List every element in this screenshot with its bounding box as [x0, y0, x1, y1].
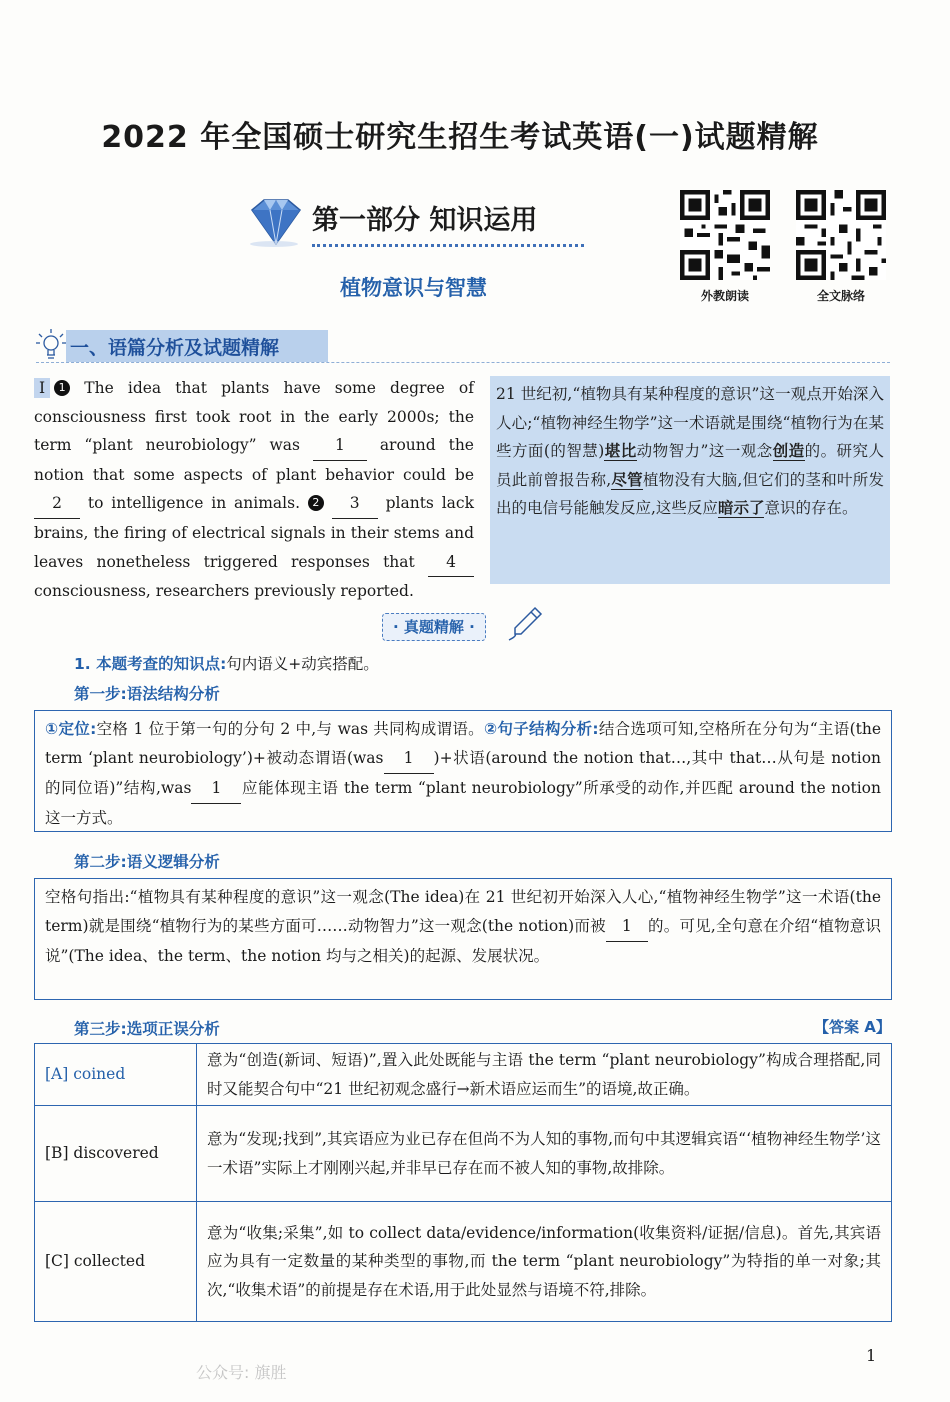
passage-text: consciousness, researchers previously reported.: [34, 582, 414, 601]
step-2-box: 空格句指出:“植物具有某种程度的意识”这一观念(The idea)在 21 世纪初开始深入人心,“植物神经生物学”这一术语(the term)就是围绕“植物行为的某些方面可……动物智力”这一观念(the notion)而被 1 的。可见,全句意在介绍“植物意识说”(The idea、the term、the notion 均与之相关)的起源、发展状况。: [34, 878, 892, 1000]
blank-4: 4: [428, 548, 474, 578]
blank-ref: 1: [191, 774, 241, 804]
key-word: 创造: [772, 441, 805, 461]
key-word: 暗示了: [717, 498, 765, 518]
blank-ref: 1: [384, 744, 434, 774]
option-a-label: [A] coined: [35, 1044, 197, 1106]
qr-label-reading: 外教朗读: [700, 289, 749, 303]
qr-code-icon[interactable]: [680, 190, 770, 280]
page-title: 2022 年全国硕士研究生招生考试英语(一)试题精解: [101, 120, 819, 155]
sentence-marker: 1: [54, 380, 70, 396]
part-title-underline: [312, 244, 584, 247]
lightbulb-icon: [34, 328, 68, 364]
translation-box: 21 世纪初,“植物具有某种程度的意识”这一观点开始深入人心;“植物神经生物学”这一术语就是围绕“植物行为在某些方面(的智慧)堪比动物智力”这一观念创造的。研究人员此前曾报告称,尽管植物没有大脑,但它们的茎和叶所发出的电信号能触发反应,这些反应暗示了意识的存在。: [490, 376, 890, 584]
option-c-label: [C] collected: [35, 1202, 197, 1322]
step-1-title: 第一步:语法结构分析: [74, 685, 220, 703]
option-a-analysis: 意为“创造(新词、短语)”,置入此处既能与主语 the term “plant neurobiology”构成合理搭配,同时又能契合句中“21 世纪初观念盛行→新术语应运而生”的语境,故正确。: [197, 1044, 892, 1106]
option-b-analysis: 意为“发现;找到”,其宾语应为业已存在但尚不为人知的事物,而句中其逻辑宾语“‘植物神经生物学’这一术语”实际上才刚刚兴起,并非早已存在而不被人知的事物,故排除。: [197, 1106, 892, 1202]
answer-badge: 【答案 A】: [814, 1018, 891, 1036]
option-c-analysis: 意为“收集;采集”,如 to collect data/evidence/information(收集资料/证据/信息)。首先,其宾语应为具有一定数量的某种类型的事物,而 the term “plant neurobiology”为特指的单一对象;其次,“收集术语”的前提是存在术语,用于此处显然与语境不符,排除。: [197, 1202, 892, 1322]
pen-icon: [505, 604, 545, 644]
blank-1: 1: [313, 431, 367, 461]
qr-label-outline: 全文脉络: [816, 289, 865, 303]
question-1-heading: 1. 本题考查的知识点:句内语义+动宾搭配。: [74, 655, 379, 673]
table-row: [35, 1106, 892, 1202]
sentence-marker: 2: [308, 495, 324, 511]
passage-text: plants lack brains, the firing of electrical signals in their stems and leaves nonetheless triggered responses that: [34, 494, 474, 571]
qr-code-icon[interactable]: [796, 190, 886, 280]
blank-2: 2: [34, 489, 80, 519]
part-title: 第一部分 知识运用: [312, 205, 538, 236]
option-b-label: [B] discovered: [35, 1106, 197, 1202]
section-divider: [36, 362, 890, 363]
watermark: 公众号: 旗胜: [196, 1363, 287, 1382]
passage-paragraph: [34, 374, 474, 606]
key-word: 堪比: [604, 441, 637, 461]
page-number: 1: [866, 1346, 877, 1365]
step-2-title: 第二步:语义逻辑分析: [74, 853, 220, 871]
table-row: [35, 1202, 892, 1322]
blank-3: 3: [332, 489, 378, 519]
blank-ref: 1: [606, 912, 648, 942]
section-heading: 一、语篇分析及试题精解: [70, 337, 280, 359]
paragraph-roman-numeral: I: [34, 378, 50, 398]
diamond-icon: [244, 196, 306, 248]
key-word: 尽管: [611, 469, 643, 489]
options-table: [34, 1043, 892, 1322]
table-row: [35, 1044, 892, 1106]
zhenti-label: · 真题精解 ·: [382, 613, 486, 641]
passage-text: around the notion that some aspects of plant behavior could be: [34, 436, 474, 484]
step-1-box: ①定位:空格 1 位于第一句的分句 2 中,与 was 共同构成谓语。②句子结构分析:结合选项可知,空格所在分句为“主语(the term ‘plant neurobiology’)+被动态谓语(was 1 )+状语(around the notion that…,其中 that…从句是 notion 的同位语)”结构,was 1 应能体现主语 the term “plant neurobiology”所承受的动作,并匹配 around the notion 这一方式。: [34, 710, 892, 832]
passage-text: to intelligence in animals.: [87, 494, 301, 513]
passage-subtitle: 植物意识与智慧: [340, 276, 487, 300]
step-3-title: 第三步:选项正误分析: [74, 1020, 220, 1038]
passage-text: The idea that plants have some degree of consciousness first took root in the early 2000s; the term “plant neurobiology” was: [34, 379, 474, 455]
